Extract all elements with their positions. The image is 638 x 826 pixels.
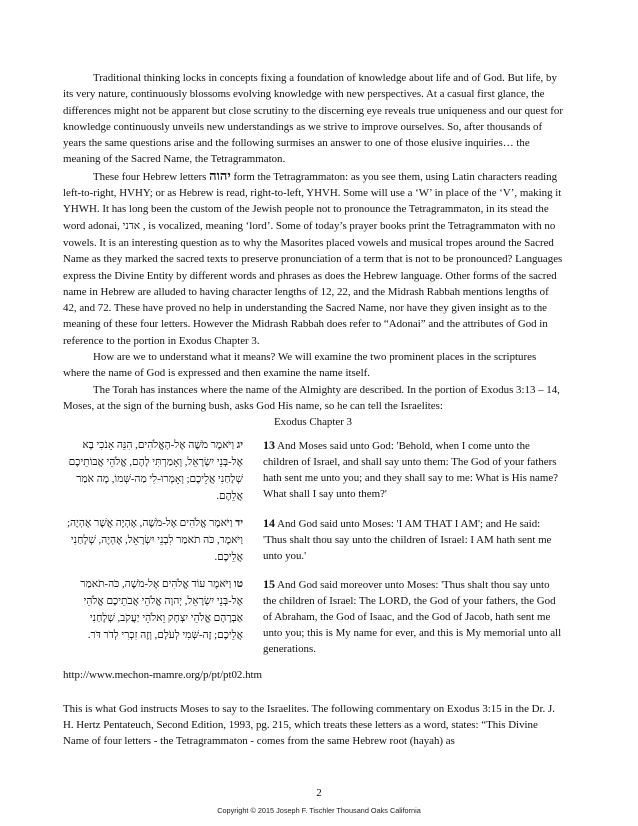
verse-hebrew-number: טו [233, 578, 243, 590]
paragraph-tetragrammaton [63, 168, 563, 349]
paragraph-torah: The Torah has instances where the name of the Almighty are described. In the portion of Exodus 3:13 – 14, Moses, at the sign of the burning bush, asks God His name, so he can tell the Israelites: [63, 383, 560, 412]
verse-hebrew-text: וַיֹּאמֶר אֱלֹהִים אֶל-מֹשֶׁה, אֶהְיֶה אֲשֶׁר אֶהְיֶה; וַיֹּאמֶר, כֹּה תֹאמַר לִבְנֵי יִשְׂרָאֵל, אֶהְיֶה, שְׁלָחַנִי אֲלֵיכֶם. [67, 517, 243, 563]
verse-hebrew-number: יג [236, 439, 243, 451]
verse-english-text: And Moses said unto God: 'Behold, when I come unto the children of Israel, and shall say unto them: The God of your fathers hath sent me unto you; and they shall say to me: What is His name? What shall I say unto them?' [263, 439, 558, 500]
verse-hebrew [63, 515, 243, 566]
verse-english [263, 437, 563, 505]
verse-english [263, 515, 563, 566]
source-url: http://www.mechon-mamre.org/p/pt/pt02.htm [63, 668, 263, 681]
paragraph-question: How are we to understand what it means? We will examine the two prominent places in the scriptures where the name of God is expressed and then examine the name itself. [63, 351, 537, 380]
verse-english [263, 576, 563, 657]
verse-14 [63, 515, 563, 566]
verse-english-text: And God said moreover unto Moses: 'Thus shalt thou say unto the children of Israel: The LORD, the God of your fathers, the God of Abraham, the God of Isaac, and the God of Jacob, hath sent me unto you; this is My name for ever, and this is My memorial unto all generations. [263, 578, 562, 655]
verse-number: 13 [263, 437, 275, 452]
verse-hebrew-number: יד [235, 517, 243, 529]
verse-hebrew [63, 576, 243, 657]
verse-hebrew-text: וַיֹּאמֶר מֹשֶׁה אֶל-הָאֱלֹהִים, הִנֵּה אָנֹכִי בָא אֶל-בְּנֵי יִשְׂרָאֵל, וְאָמַרְתִּי לָהֶם, אֱלֹהֵי אֲבוֹתֵיכֶם שְׁלָחַנִי אֲלֵיכֶם; וְאָמְרוּ-לִי מַה-שְּׁמוֹ, מָה אֹמַר אֲלֵהֶם. [68, 439, 243, 502]
hebrew-adonai: אדני [122, 220, 141, 232]
document-body [63, 70, 563, 750]
hebrew-yhvh: יהוה [209, 167, 231, 183]
chapter-heading: Exodus Chapter 3 [273, 416, 353, 429]
verse-15 [63, 576, 563, 657]
copyright-footer: Copyright © 2015 Joseph F. Tischler Thousand Oaks California [217, 806, 421, 815]
page-number: 2 [316, 787, 322, 799]
verse-table [63, 437, 563, 657]
verse-number: 14 [263, 515, 275, 530]
paragraph-commentary: This is what God instructs Moses to say to the Israelites. The following commentary on Exodus 3:15 in the Dr. J. H. Hertz Pentateuch, Second Edition, 1993, pg. 215, which treats these letters as a word, states: “This Divine Name of four letters - the Tetragrammaton - comes from the same Hebrew root (hayah) as [63, 702, 555, 748]
verse-english-text: And God said unto Moses: 'I AM THAT I AM'; and He said: 'Thus shalt thou say unto the children of Israel: I AM hath sent me unto you.' [263, 517, 552, 562]
paragraph-text: form the Tetragrammaton: as you see them, using Latin characters reading left-to-right, HVHY; or as Hebrew is read, right-to-left, YHVH. Some will use a ‘W’ in place of the ‘V’, making it YHWH. It has long been the custom of the Jewish people not to pronounce the Tetragrammaton, in its stead the word adonai, [63, 170, 562, 232]
paragraph-text: , is vocalized, meaning ‘lord’. Some of today’s prayer books print the Tetragrammaton with no vowels. It is an interesting question as to why the Masorites placed vowels and musical tropes around the Sacred Name as they marked the sacred texts to preserve pronunciation of a term that is not to be pronounced? Languages express the Divine Entity by different words and phrases as does the Hebrew language. Other forms of the sacred name in Hebrew are alluded to having character lengths of 12, 22, and the Midrash Rabbah mentions lengths of 42, and 72. These have proved no help in understanding the Sacred Name, nor have they given insight as to the meaning of these four letters. However the Midrash Rabbah does refer to “Adonai” and the attributes of God in reference to the portion in Exodus Chapter 3. [63, 219, 563, 347]
verse-hebrew [63, 437, 243, 505]
verse-number: 15 [263, 576, 275, 591]
paragraph-intro: Traditional thinking locks in concepts fixing a foundation of knowledge about life and of God. But life, by its very nature, continuously blossoms evolving knowledge with new perspectives. At a casual first glance, the differences might not be apparent but close scrutiny to the discerning eye reveals true uniqueness and our quest for knowledge continuously unveils new understandings as we strive to improve ourselves. So, after thousands of years the same questions arise and the following surmises an answer to one of those elusive inquiries… the meaning of the Sacred Name, the Tetragrammaton. [63, 72, 564, 166]
verse-13 [63, 437, 563, 505]
paragraph-text: These four Hebrew letters [93, 170, 210, 183]
verse-hebrew-text: וַיֹּאמֶר עוֹד אֱלֹהִים אֶל-מֹשֶׁה, כֹּה-תֹאמַר אֶל-בְּנֵי יִשְׂרָאֵל, יְהוָה אֱלֹהֵי אֲבֹתֵיכֶם אֱלֹהֵי אַבְרָהָם אֱלֹהֵי יִצְחָק וֵאלֹהֵי יַעֲקֹב, שְׁלָחַנִי אֲלֵיכֶם; זֶה-שְּׁמִי לְעֹלָם, וְזֶה זִכְרִי לְדֹר דֹּר. [80, 578, 243, 641]
